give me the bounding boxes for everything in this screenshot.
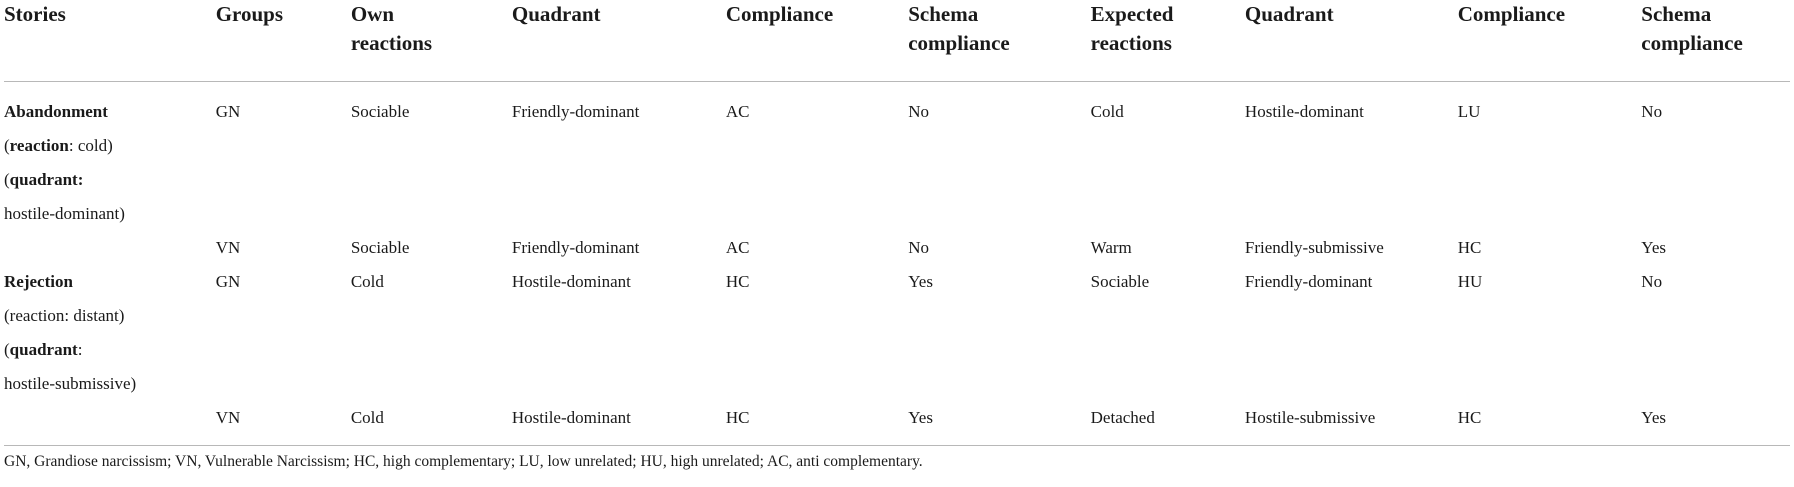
cell-quadrant: Hostile-dominant xyxy=(512,401,726,446)
header-compliance: Compliance xyxy=(726,0,908,82)
header-own-reactions: Own reactions xyxy=(351,0,512,82)
story-cell-empty xyxy=(4,231,216,265)
cell-own-reaction: Cold xyxy=(350,272,384,291)
story-reaction: (reaction: cold) xyxy=(4,136,113,155)
cell-expected-schema-compliance: No xyxy=(1641,272,1663,291)
cell-expected-compliance: HC xyxy=(1458,401,1642,446)
table-row xyxy=(4,82,1790,232)
cell-expected-reaction: Cold xyxy=(1090,102,1124,121)
cell-schema-compliance: No xyxy=(908,102,930,121)
cell-group: GN xyxy=(215,272,241,291)
story-quadrant-value: hostile-dominant) xyxy=(4,204,125,223)
cell-own-reaction: Sociable xyxy=(350,238,410,257)
header-row xyxy=(4,0,1790,82)
cell-schema-compliance: Yes xyxy=(908,272,933,291)
cell-schema-compliance: Yes xyxy=(908,401,1090,446)
cell-quadrant: Hostile-dominant xyxy=(511,272,631,291)
header-expected-quadrant: Quadrant xyxy=(1245,0,1458,82)
header-expected-schema-compliance: Schema compliance xyxy=(1641,0,1790,82)
table-row xyxy=(4,231,1790,265)
cell-expected-quadrant: Friendly-dominant xyxy=(1244,272,1373,291)
cell-group: VN xyxy=(215,238,241,257)
story-reaction: (reaction: distant) xyxy=(4,306,125,325)
cell-group: GN xyxy=(215,102,241,121)
story-title: Rejection xyxy=(4,272,73,291)
story-quadrant-value: hostile-submissive) xyxy=(4,374,137,393)
header-expected-reactions: Expected reactions xyxy=(1091,0,1245,82)
cell-own-reaction: Sociable xyxy=(350,102,410,121)
cell-expected-quadrant: Hostile-submissive xyxy=(1245,401,1458,446)
story-cell-rejection xyxy=(4,265,216,401)
cell-compliance: AC xyxy=(725,102,750,121)
cell-schema-compliance: No xyxy=(908,238,930,257)
cell-expected-schema-compliance: No xyxy=(1641,102,1663,121)
header-quadrant: Quadrant xyxy=(512,0,726,82)
cell-compliance: HC xyxy=(725,272,750,291)
cell-expected-compliance: HU xyxy=(1457,272,1483,291)
story-cell-empty xyxy=(4,401,216,446)
cell-expected-quadrant: Hostile-dominant xyxy=(1244,102,1364,121)
header-groups: Groups xyxy=(216,0,351,82)
cell-expected-quadrant: Friendly-submissive xyxy=(1244,238,1384,257)
cell-compliance: HC xyxy=(726,401,908,446)
cell-expected-reaction: Sociable xyxy=(1090,272,1150,291)
cell-group: VN xyxy=(216,401,351,446)
results-table-container xyxy=(4,0,1790,446)
cell-expected-compliance: LU xyxy=(1457,102,1481,121)
story-cell-abandonment xyxy=(4,82,216,232)
story-title: Abandonment xyxy=(4,102,108,121)
cell-expected-schema-compliance: Yes xyxy=(1641,238,1667,257)
cell-own-reaction: Cold xyxy=(351,401,512,446)
table-footnote: GN, Grandiose narcissism; VN, Vulnerable Narcissism; HC, high complementary; LU, low unrelated; HU, high unrelated; AC, anti complementary. xyxy=(4,453,923,470)
story-quadrant: (quadrant: xyxy=(4,340,83,359)
story-quadrant: (quadrant: xyxy=(4,170,84,189)
cell-expected-compliance: HC xyxy=(1457,238,1482,257)
table-row xyxy=(4,401,1790,446)
header-stories: Stories xyxy=(4,0,216,82)
results-table xyxy=(4,0,1790,446)
table-row xyxy=(4,265,1790,401)
cell-expected-reaction: Detached xyxy=(1091,401,1245,446)
cell-compliance: AC xyxy=(725,238,750,257)
header-schema-compliance: Schema compliance xyxy=(908,0,1090,82)
cell-quadrant: Friendly-dominant xyxy=(511,102,640,121)
cell-quadrant: Friendly-dominant xyxy=(511,238,640,257)
cell-expected-reaction: Warm xyxy=(1090,238,1132,257)
cell-expected-schema-compliance: Yes xyxy=(1641,401,1790,446)
header-expected-compliance: Compliance xyxy=(1458,0,1642,82)
